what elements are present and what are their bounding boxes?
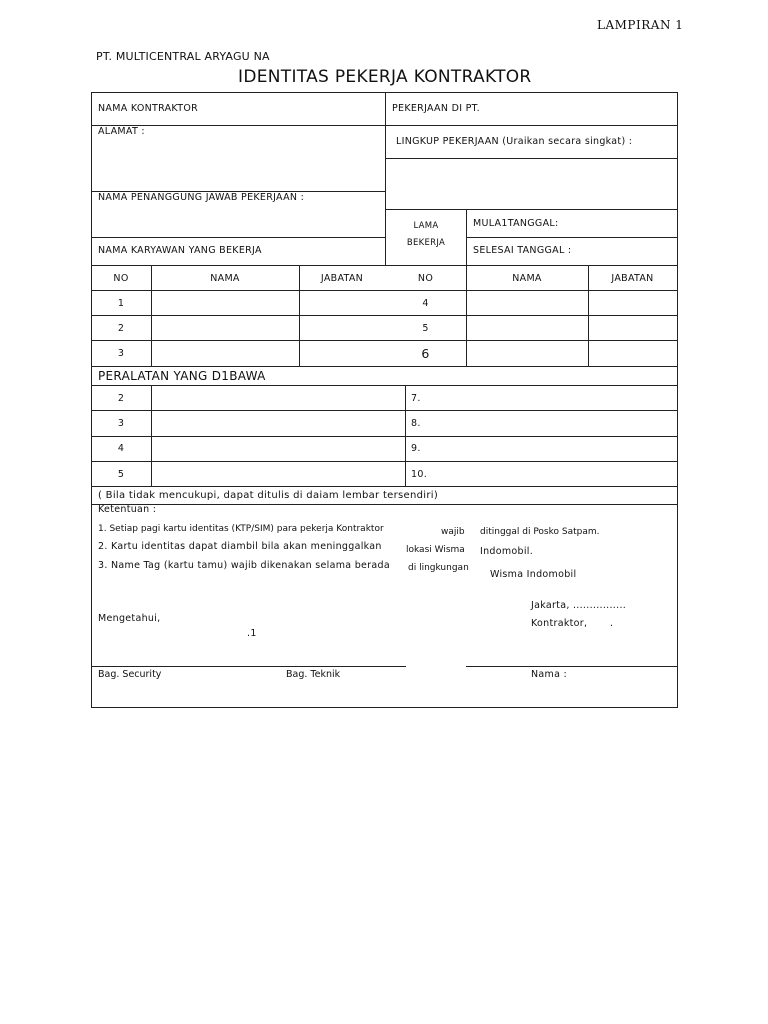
equipment-row-number: 4 xyxy=(117,443,125,454)
equipment-row-number: 8. xyxy=(411,418,421,429)
equipment-row-number: 5 xyxy=(117,469,125,480)
field-pekerjaan-di: PEKERJAAN DI PT. xyxy=(392,103,480,114)
nama-label: Nama : xyxy=(531,669,568,680)
field-alamat: ALAMAT : xyxy=(98,126,145,137)
equipment-title: PERALATAN YANG D1BAWA xyxy=(98,369,266,383)
row-number: 6 xyxy=(421,346,430,361)
col-header: NO xyxy=(417,273,434,284)
equipment-row-number: 3 xyxy=(117,418,125,429)
ketentuan-line-3-lingkungan: di lingkungan xyxy=(408,563,469,573)
ketentuan-line-1: 1. Setiap pagi kartu identitas (KTP/SIM) para pekerja Kontraktor xyxy=(98,524,384,534)
col-header: JABATAN xyxy=(320,273,364,284)
kontraktor-dot: . xyxy=(610,618,614,629)
kontraktor-label: Kontraktor, xyxy=(531,618,588,629)
lampiran-label: LAMPIRAN 1 xyxy=(597,18,684,32)
row-number: 5 xyxy=(422,323,429,334)
field-mulai-tanggal: MULA1TANGGAL: xyxy=(473,218,559,229)
col-header: NAMA xyxy=(512,273,542,284)
equipment-row-number: 7. xyxy=(411,393,421,404)
field-lama: LAMA xyxy=(413,221,439,231)
field-selesai-tanggal: SELESAI TANGGAL : xyxy=(473,245,572,256)
row-number: 4 xyxy=(422,298,429,309)
equipment-note: ( Bila tidak mencukupi, dapat ditulis di daiam lembar tersendiri) xyxy=(98,490,439,501)
ketentuan-line-2: 2. Kartu identitas dapat diambil bila akan meninggalkan xyxy=(98,541,382,552)
field-lingkup: LINGKUP PEKERJAAN (Uraikan secara singkat) : xyxy=(396,136,633,147)
ketentuan-title: Ketentuan : xyxy=(98,504,157,515)
page-title: IDENTITAS PEKERJA KONTRAKTOR xyxy=(238,67,532,87)
equipment-row-number: 9. xyxy=(411,443,421,454)
row-number: 3 xyxy=(117,348,125,359)
col-header: NAMA xyxy=(210,273,240,284)
ketentuan-line-1-wajib: wajib xyxy=(441,527,465,537)
row-number: 2 xyxy=(117,323,125,334)
field-nama-kontraktor: NAMA KONTRAKTOR xyxy=(98,103,199,114)
teknik-label: Bag. Teknik xyxy=(286,669,341,680)
col-header: JABATAN xyxy=(611,273,654,284)
field-bekerja: BEKERJA xyxy=(406,238,446,248)
ketentuan-line-1-end: ditinggal di Posko Satpam. xyxy=(480,527,600,537)
row-number: 1 xyxy=(117,298,125,309)
company-name: PT. MULTICENTRAL ARYAGU NA xyxy=(96,50,270,63)
ketentuan-line-2-lokasi: lokasi Wisma xyxy=(406,545,465,555)
security-label: Bag. Security xyxy=(98,669,162,680)
ketentuan-line-3-end: Wisma Indomobil xyxy=(490,569,577,580)
field-nama-karyawan: NAMA KARYAWAN YANG BEKERJA xyxy=(98,245,262,256)
col-header: NO xyxy=(113,273,129,284)
ketentuan-line-3: 3. Name Tag (kartu tamu) wajib dikenakan selama berada xyxy=(98,560,390,571)
jakarta-date-line: Jakarta, ................ xyxy=(531,600,627,611)
equipment-row-number: 10. xyxy=(411,469,428,480)
equipment-row-number: 2 xyxy=(117,393,125,404)
mark-text: .1 xyxy=(247,628,257,639)
mengetahui-label: Mengetahui, xyxy=(98,613,161,624)
field-penanggung-jawab: NAMA PENANGGUNG JAWAB PEKERJAAN : xyxy=(98,192,305,203)
ketentuan-line-2-end: Indomobil. xyxy=(480,546,534,557)
